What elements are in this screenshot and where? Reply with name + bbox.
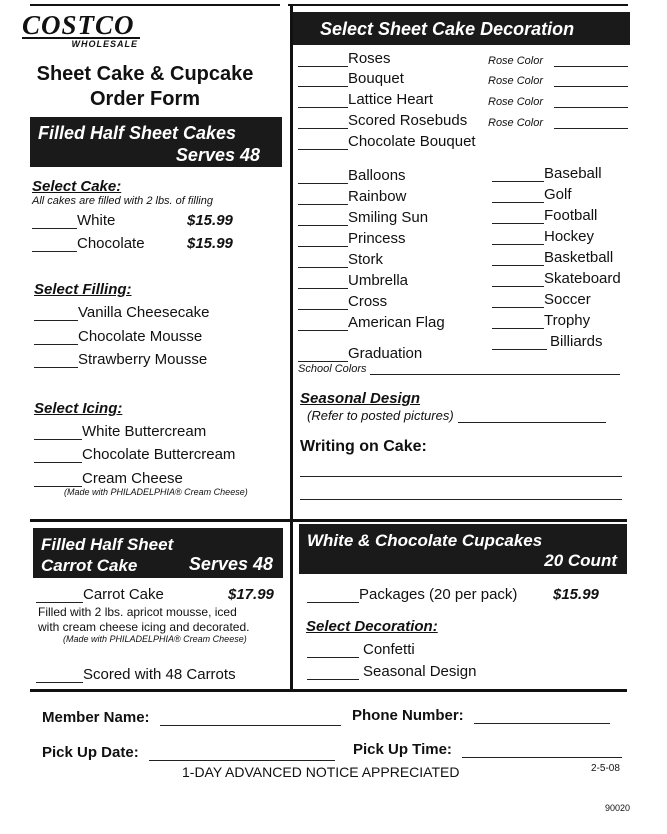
decoration-label: Chocolate Bouquet	[348, 133, 476, 150]
checkbox-line[interactable]	[298, 93, 348, 108]
cupcake-decoration-confetti[interactable]	[307, 641, 415, 658]
checkbox-line[interactable]	[492, 188, 544, 203]
school-colors-field[interactable]	[370, 364, 620, 375]
member-name-label: Member Name:	[42, 709, 150, 726]
checkbox-line[interactable]	[492, 251, 544, 266]
decoration-label: Football	[544, 207, 598, 224]
decoration-graduation[interactable]	[298, 345, 422, 362]
checkbox-line[interactable]	[492, 230, 544, 245]
scored-carrots-label: Scored with 48 Carrots	[83, 666, 236, 683]
decoration-label: Rainbow	[348, 188, 407, 205]
member-name-field[interactable]	[160, 711, 341, 726]
checkbox-line[interactable]	[34, 448, 82, 463]
icing-label: White Buttercream	[82, 423, 207, 440]
icing-option-chocolate-buttercream[interactable]	[34, 446, 235, 463]
checkbox-line[interactable]	[298, 114, 348, 129]
carrot-desc-3: (Made with PHILADELPHIA® Cream Cheese)	[63, 634, 247, 644]
rose-color-field[interactable]	[554, 114, 628, 129]
cupcake-packages-option[interactable]	[307, 586, 599, 603]
filling-label: Vanilla Cheesecake	[78, 304, 210, 321]
checkbox-line[interactable]	[298, 211, 348, 226]
carrot-cake-option[interactable]	[36, 586, 274, 603]
decoration-soccer[interactable]	[492, 291, 591, 308]
writing-on-cake-heading: Writing on Cake:	[300, 438, 427, 455]
mid-divider	[30, 519, 627, 522]
filling-label: Strawberry Mousse	[78, 351, 208, 368]
decoration-label: Roses	[348, 50, 391, 67]
cupcakes-count: 20 Count	[544, 551, 617, 570]
filling-option-chocolate-mousse[interactable]	[34, 328, 202, 345]
checkbox-line[interactable]	[34, 353, 78, 368]
phone-number-row[interactable]	[352, 707, 610, 724]
checkbox-line[interactable]	[34, 472, 82, 487]
decoration-chocolate-bouquet[interactable]	[298, 133, 476, 150]
seasonal-design-note: (Refer to posted pictures)	[307, 408, 454, 423]
carrot-desc-2: with cream cheese icing and decorated.	[38, 620, 250, 634]
decoration-golf[interactable]	[492, 186, 572, 203]
cupcake-decoration-label: Confetti	[363, 641, 415, 658]
decoration-header	[293, 12, 630, 45]
carrot-cake-price: $17.99	[228, 586, 274, 603]
cupcakes-title: White & Chocolate Cupcakes	[307, 531, 543, 550]
carrot-desc-1: Filled with 2 lbs. apricot mousse, iced	[38, 605, 237, 619]
cupcake-price: $15.99	[553, 586, 599, 603]
carrot-cake-label: Carrot Cake	[83, 586, 164, 603]
cake-price: $15.99	[187, 212, 233, 229]
school-colors-label: School Colors	[298, 363, 367, 375]
rose-color-field[interactable]	[554, 72, 628, 87]
rose-color-label: Rose Color	[488, 96, 544, 108]
carrot-serves: Serves 48	[188, 554, 273, 574]
decoration-rainbow[interactable]	[298, 188, 406, 205]
decoration-football[interactable]	[492, 207, 597, 224]
pickup-time-row[interactable]	[353, 741, 622, 758]
decoration-label: Bouquet	[348, 70, 404, 87]
decoration-smiling-sun[interactable]	[298, 209, 428, 226]
center-divider	[290, 6, 293, 690]
carrot-title-line2: Carrot Cake	[41, 556, 138, 575]
select-icing-heading: Select Icing:	[34, 400, 123, 417]
filling-option-vanilla-cheesecake[interactable]	[34, 304, 209, 321]
cupcake-decoration-heading: Select Decoration:	[306, 618, 438, 635]
checkbox-line[interactable]	[34, 306, 78, 321]
phone-number-field[interactable]	[474, 709, 610, 724]
seasonal-design-row[interactable]	[307, 408, 606, 423]
checkbox-line[interactable]	[492, 293, 544, 308]
checkbox-line[interactable]	[298, 232, 348, 247]
cupcakes-header	[299, 524, 627, 574]
select-cake-note: All cakes are filled with 2 lbs. of filling	[32, 195, 213, 207]
member-name-row[interactable]	[42, 709, 341, 726]
pickup-time-field[interactable]	[462, 743, 622, 758]
checkbox-line[interactable]	[298, 190, 348, 205]
icing-note: (Made with PHILADELPHIA® Cream Cheese)	[64, 487, 248, 497]
school-colors-row[interactable]	[298, 363, 620, 375]
logo-subtext: WHOLESALE	[22, 37, 140, 49]
advance-notice: 1-DAY ADVANCED NOTICE APPRECIATED	[182, 764, 460, 780]
decoration-billiards[interactable]	[492, 333, 603, 350]
select-filling-heading: Select Filling:	[34, 281, 132, 298]
decoration-label: Scored Rosebuds	[348, 112, 468, 129]
decoration-basketball[interactable]	[492, 249, 613, 266]
scored-carrots-option[interactable]	[36, 666, 236, 683]
decoration-label: Balloons	[348, 167, 406, 184]
decoration-label: Hockey	[544, 228, 595, 245]
decoration-label: Baseball	[544, 165, 602, 182]
rose-color-label: Rose Color	[488, 55, 544, 67]
icing-label: Chocolate Buttercream	[82, 446, 236, 463]
costco-logo	[22, 12, 140, 49]
checkbox-line[interactable]	[307, 643, 359, 658]
icing-option-white-buttercream[interactable]	[34, 423, 206, 440]
decoration-label: Princess	[348, 230, 406, 247]
pickup-date-label: Pick Up Date:	[42, 744, 139, 761]
decoration-stork[interactable]	[298, 251, 383, 268]
decoration-label: Trophy	[544, 312, 591, 329]
checkbox-line[interactable]	[36, 668, 83, 683]
checkbox-line[interactable]	[492, 314, 544, 329]
filling-option-strawberry-mousse[interactable]	[34, 351, 207, 368]
decoration-label: Cross	[348, 293, 388, 310]
checkbox-line[interactable]	[298, 347, 348, 362]
cake-label: Chocolate	[77, 235, 145, 252]
form-version: 2-5-08	[591, 763, 620, 774]
rose-color-label: Rose Color	[488, 117, 544, 129]
writing-line-2[interactable]	[300, 498, 622, 500]
pickup-date-row[interactable]	[42, 744, 335, 761]
decoration-title: Select Sheet Cake Decoration	[320, 19, 575, 39]
writing-line-1[interactable]	[300, 475, 622, 477]
decoration-princess[interactable]	[298, 230, 406, 247]
half-sheet-serves: Serves 48	[175, 145, 260, 165]
checkbox-line[interactable]	[298, 295, 348, 310]
logo-text: COSTCO	[22, 10, 135, 40]
carrot-cake-header	[33, 528, 283, 578]
cake-option-white[interactable]	[32, 212, 233, 229]
rose-color-label: Rose Color	[488, 75, 544, 87]
checkbox-line[interactable]	[298, 169, 348, 184]
decoration-trophy[interactable]	[492, 312, 590, 329]
checkbox-line[interactable]	[34, 330, 78, 345]
decoration-label: Umbrella	[348, 272, 409, 289]
decoration-cross[interactable]	[298, 293, 387, 310]
phone-number-label: Phone Number:	[352, 707, 464, 724]
checkbox-line[interactable]	[32, 214, 77, 229]
decoration-label: Basketball	[544, 249, 614, 266]
decoration-label: Graduation	[348, 345, 423, 362]
cake-price: $15.99	[187, 235, 233, 252]
checkbox-line[interactable]	[307, 665, 359, 680]
pickup-time-label: Pick Up Time:	[353, 741, 452, 758]
decoration-label: Stork	[348, 251, 384, 268]
icing-option-cream-cheese[interactable]	[34, 470, 183, 487]
decoration-roses[interactable]	[298, 50, 633, 67]
decoration-bouquet[interactable]	[298, 70, 633, 87]
form-number: 90020	[605, 803, 631, 813]
checkbox-line[interactable]	[298, 52, 348, 67]
decoration-label: Billiards	[550, 333, 603, 350]
decoration-umbrella[interactable]	[298, 272, 408, 289]
checkbox-line[interactable]	[298, 274, 348, 289]
checkbox-line[interactable]	[307, 588, 359, 603]
decoration-label: Skateboard	[544, 270, 621, 287]
checkbox-line[interactable]	[298, 135, 348, 150]
cake-option-chocolate[interactable]	[32, 235, 233, 252]
decoration-label: Smiling Sun	[348, 209, 429, 226]
form-title-line2: Order Form	[89, 88, 201, 110]
decoration-baseball[interactable]	[492, 165, 602, 182]
form-title	[20, 62, 270, 112]
cupcake-decoration-label: Seasonal Design	[363, 663, 477, 680]
decoration-balloons[interactable]	[298, 167, 406, 184]
icing-label: Cream Cheese	[82, 470, 183, 487]
top-divider-right	[288, 4, 628, 6]
checkbox-line[interactable]	[34, 425, 82, 440]
checkbox-line[interactable]	[298, 72, 348, 87]
checkbox-line[interactable]	[36, 588, 83, 603]
decoration-label: Golf	[544, 186, 572, 203]
form-title-line1: Sheet Cake & Cupcake	[36, 63, 254, 85]
cupcake-packages-label: Packages (20 per pack)	[359, 586, 518, 603]
decoration-scored-rosebuds[interactable]	[298, 112, 633, 129]
decoration-label: Lattice Heart	[348, 91, 434, 108]
checkbox-line[interactable]	[492, 209, 544, 224]
rose-color-field[interactable]	[554, 52, 628, 67]
top-divider-left	[30, 4, 280, 6]
decoration-american-flag[interactable]	[298, 314, 445, 331]
checkbox-line[interactable]	[492, 272, 544, 287]
filling-label: Chocolate Mousse	[78, 328, 203, 345]
decoration-label: American Flag	[348, 314, 445, 331]
cupcake-decoration-seasonal[interactable]	[307, 663, 476, 680]
checkbox-line[interactable]	[298, 253, 348, 268]
checkbox-line[interactable]	[32, 237, 77, 252]
decoration-hockey[interactable]	[492, 228, 594, 245]
cake-label: White	[77, 212, 116, 229]
select-cake-heading: Select Cake:	[32, 178, 122, 195]
bottom-divider	[30, 689, 627, 692]
rose-color-field[interactable]	[554, 93, 628, 108]
checkbox-line[interactable]	[298, 316, 348, 331]
seasonal-design-heading: Seasonal Design	[300, 390, 421, 407]
half-sheet-header	[30, 117, 282, 167]
checkbox-line[interactable]	[492, 167, 544, 182]
pickup-date-field[interactable]	[149, 746, 335, 761]
decoration-lattice-heart[interactable]	[298, 91, 633, 108]
half-sheet-title: Filled Half Sheet Cakes	[38, 123, 237, 143]
seasonal-design-field[interactable]	[458, 412, 606, 423]
checkbox-line[interactable]	[492, 335, 547, 350]
carrot-title-line1: Filled Half Sheet	[41, 535, 174, 554]
decoration-label: Soccer	[544, 291, 591, 308]
decoration-skateboard[interactable]	[492, 270, 621, 287]
